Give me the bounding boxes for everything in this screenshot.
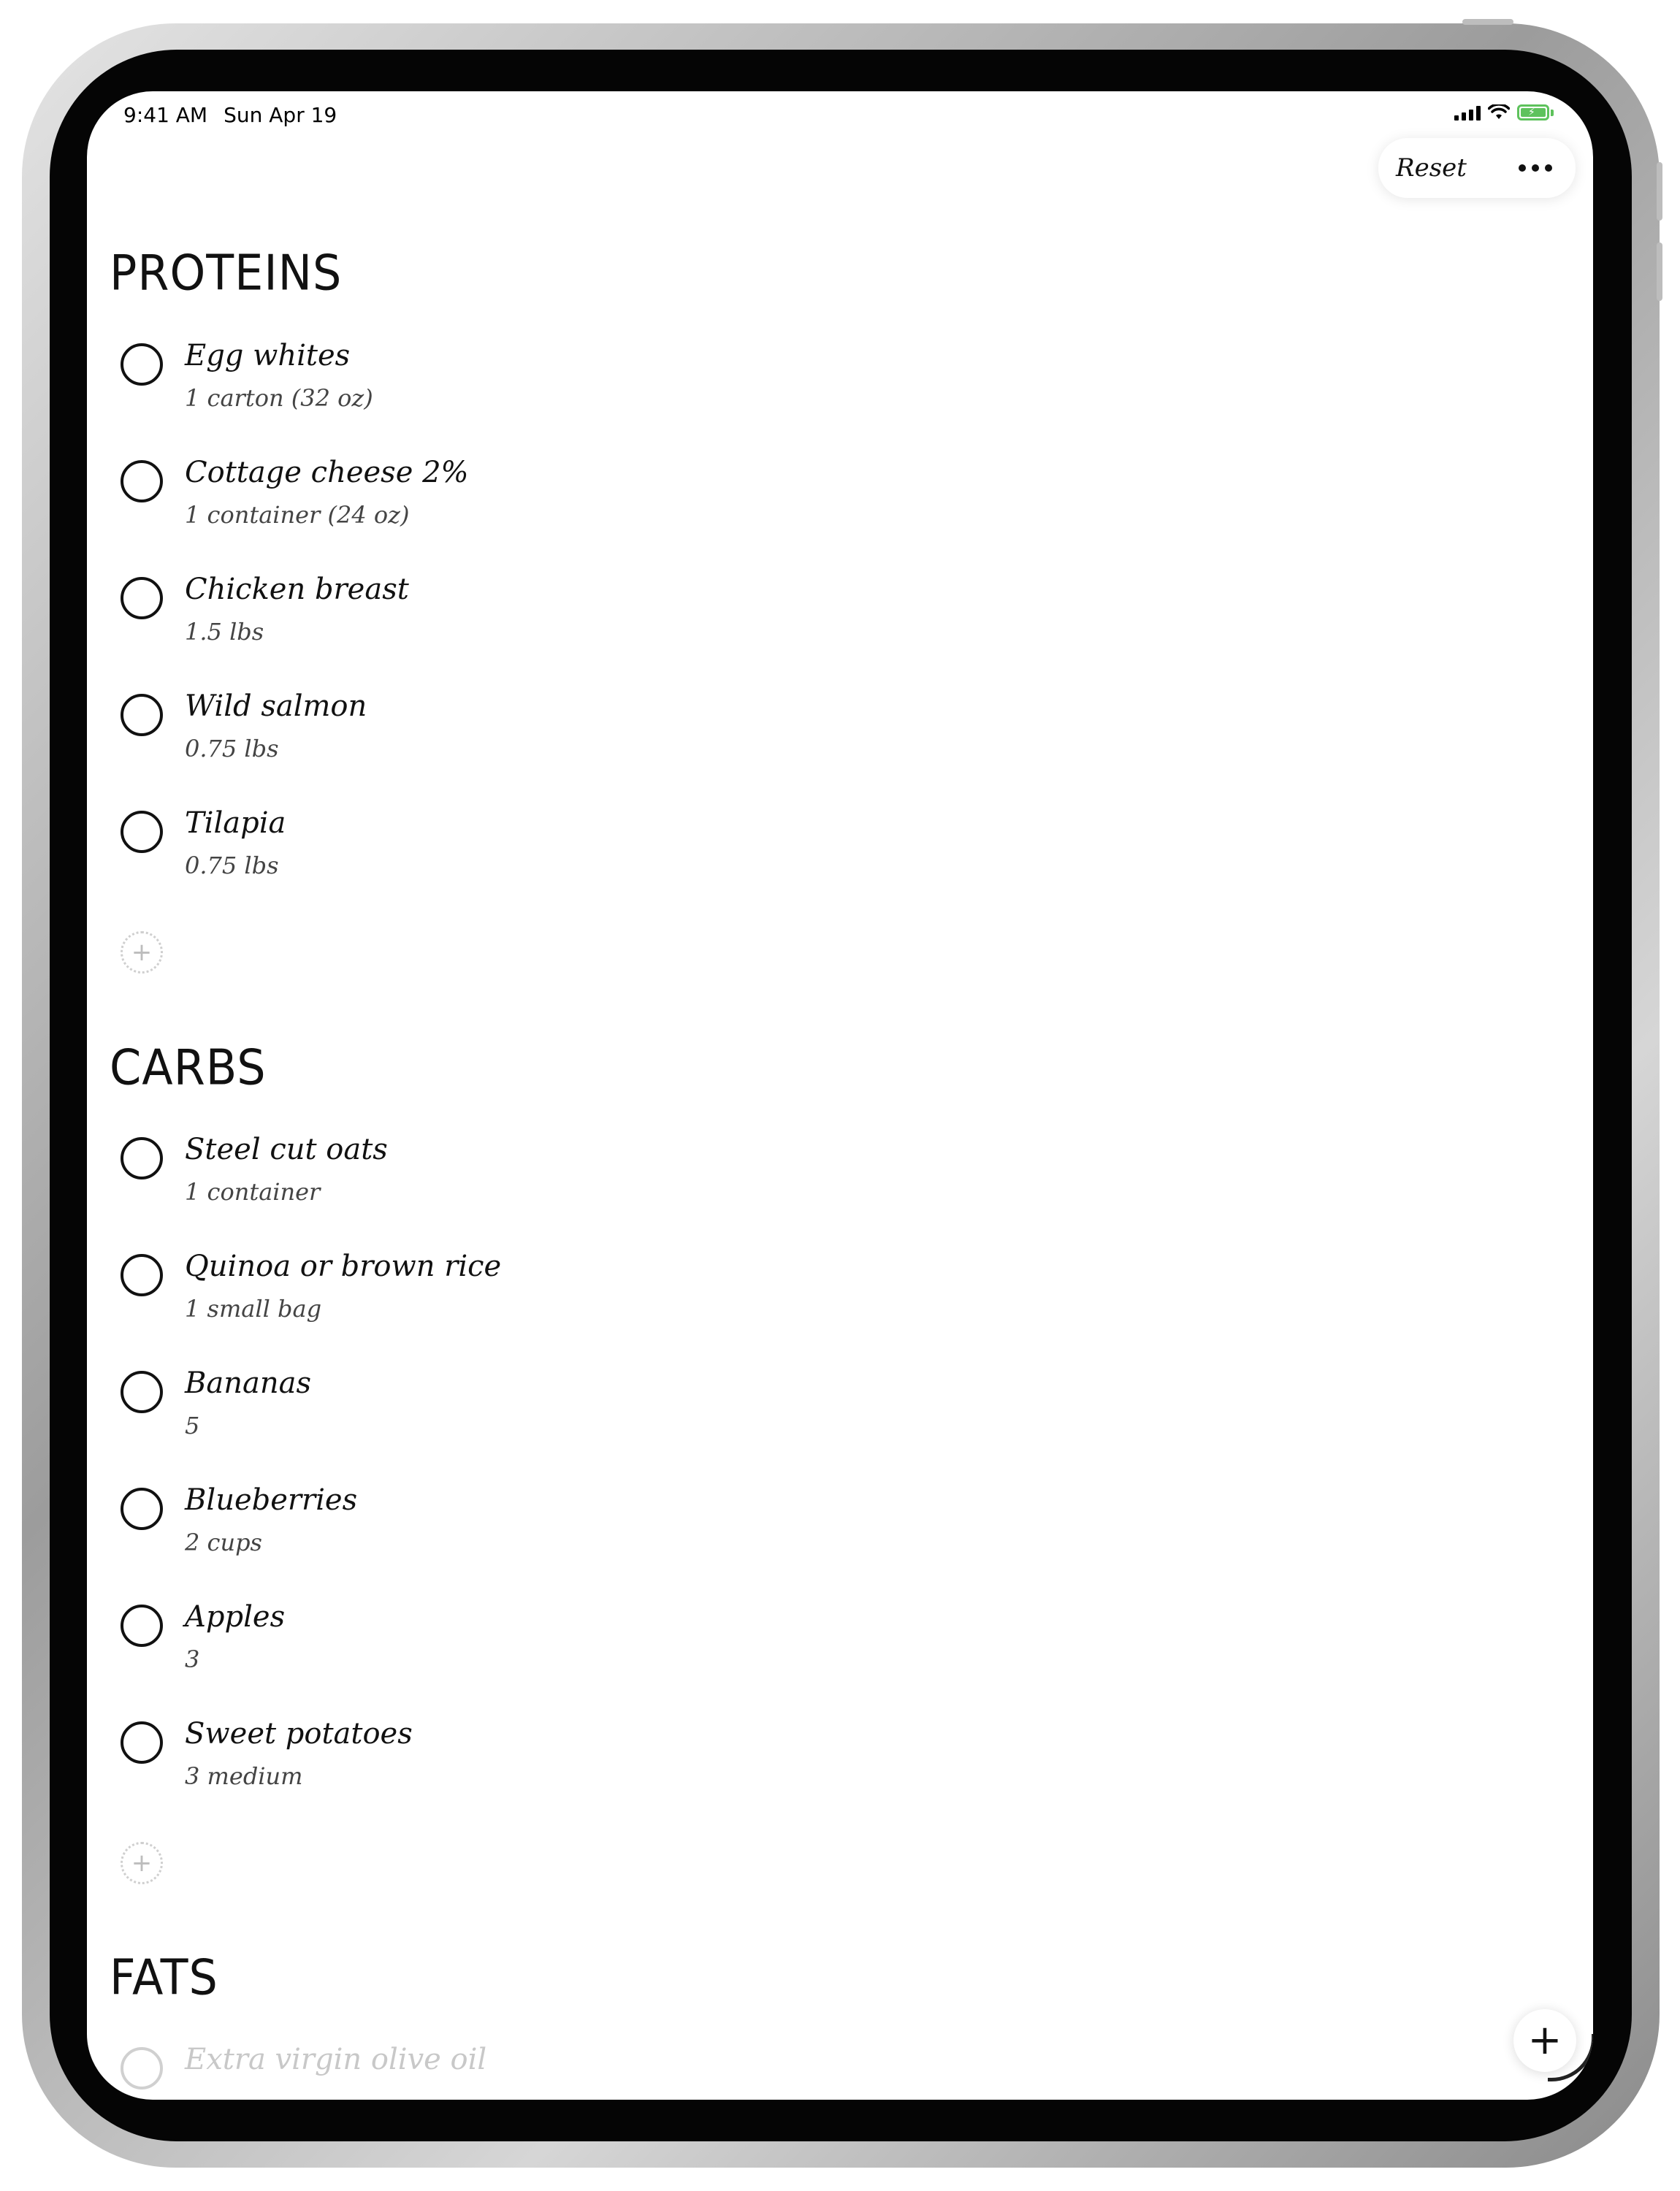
item-quantity: 1.5 lbs bbox=[185, 618, 264, 646]
item-quantity: 5 bbox=[185, 1412, 200, 1439]
list-item bbox=[121, 2043, 778, 2100]
item-quantity: 1 container (24 oz) bbox=[185, 501, 410, 529]
wifi-icon bbox=[1488, 104, 1510, 121]
status-date: Sun Apr 19 bbox=[224, 103, 337, 127]
volume-down-button bbox=[1657, 242, 1662, 301]
checkbox-icon[interactable] bbox=[121, 1371, 163, 1413]
item-name[interactable]: Chicken breast bbox=[185, 573, 409, 606]
item-quantity: 0.75 lbs bbox=[185, 852, 279, 879]
plus-icon: + bbox=[1527, 2016, 1562, 2064]
checkbox-icon[interactable] bbox=[121, 343, 163, 386]
top-button bbox=[1462, 19, 1513, 25]
item-name[interactable]: Egg whites bbox=[185, 339, 351, 372]
checkbox-icon[interactable] bbox=[121, 460, 163, 502]
checkbox-icon[interactable] bbox=[121, 694, 163, 736]
checkbox-icon[interactable] bbox=[121, 1254, 163, 1296]
list-item bbox=[121, 1600, 778, 1692]
status-clock: 9:41 AM bbox=[123, 103, 208, 127]
checkbox-icon[interactable] bbox=[121, 577, 163, 619]
reset-button[interactable]: Reset bbox=[1396, 153, 1467, 183]
plus-icon: + bbox=[131, 1848, 153, 1878]
list-item bbox=[121, 339, 778, 431]
item-quantity: 3 bbox=[185, 1645, 200, 1673]
item-name[interactable]: Cottage cheese 2% bbox=[185, 456, 469, 489]
plus-icon: + bbox=[131, 938, 153, 967]
section-title-fats: FATS bbox=[110, 1949, 218, 2006]
item-name[interactable]: Tilapia bbox=[185, 806, 286, 840]
ellipsis-icon[interactable] bbox=[1519, 164, 1552, 172]
battery-charging-icon: ⚡ bbox=[1517, 104, 1549, 121]
list-item bbox=[121, 573, 778, 665]
item-name[interactable]: Wild salmon bbox=[185, 689, 367, 723]
item-quantity: 2 cups bbox=[185, 1529, 262, 1556]
checkbox-icon[interactable] bbox=[121, 1605, 163, 1647]
checkbox-icon[interactable] bbox=[121, 1721, 163, 1764]
section-title-carbs: CARBS bbox=[110, 1039, 267, 1096]
checkbox-icon[interactable] bbox=[121, 1488, 163, 1530]
item-quantity: 0.75 lbs bbox=[185, 735, 279, 762]
checkbox-icon[interactable] bbox=[121, 1137, 163, 1179]
item-quantity: 1 small bag bbox=[185, 1295, 322, 1323]
add-item-button[interactable] bbox=[121, 931, 163, 974]
item-quantity: 1 carton (32 oz) bbox=[185, 384, 373, 412]
status-time bbox=[123, 103, 353, 127]
item-name[interactable]: Sweet potatoes bbox=[185, 1717, 413, 1751]
item-quantity: 3 medium bbox=[185, 1762, 303, 1790]
list-item bbox=[121, 456, 778, 548]
battery-nub bbox=[1551, 110, 1554, 116]
item-name[interactable]: Apples bbox=[185, 1600, 286, 1634]
item-name[interactable]: Quinoa or brown rice bbox=[185, 1250, 502, 1283]
status-icons bbox=[1454, 104, 1554, 121]
checkbox-icon[interactable] bbox=[121, 2047, 163, 2089]
top-toolbar bbox=[1378, 138, 1576, 198]
section-title-proteins: PROTEINS bbox=[110, 244, 343, 302]
list-item bbox=[121, 1483, 778, 1575]
cellular-signal-icon bbox=[1454, 104, 1481, 121]
item-name[interactable]: Extra virgin olive oil bbox=[185, 2043, 487, 2076]
item-name[interactable]: Blueberries bbox=[185, 1483, 358, 1517]
list-item bbox=[121, 1717, 778, 1809]
list-item bbox=[121, 1366, 778, 1458]
app-screen bbox=[87, 91, 1593, 2100]
item-quantity: 1 container bbox=[185, 1178, 321, 1206]
list-item bbox=[121, 1133, 778, 1225]
item-name[interactable]: Steel cut oats bbox=[185, 1133, 388, 1166]
checkbox-icon[interactable] bbox=[121, 811, 163, 853]
volume-up-button bbox=[1657, 162, 1662, 221]
list-item bbox=[121, 689, 778, 781]
item-name[interactable]: Bananas bbox=[185, 1366, 311, 1400]
add-item-button[interactable] bbox=[121, 1842, 163, 1884]
list-item bbox=[121, 806, 778, 898]
list-item bbox=[121, 1250, 778, 1342]
